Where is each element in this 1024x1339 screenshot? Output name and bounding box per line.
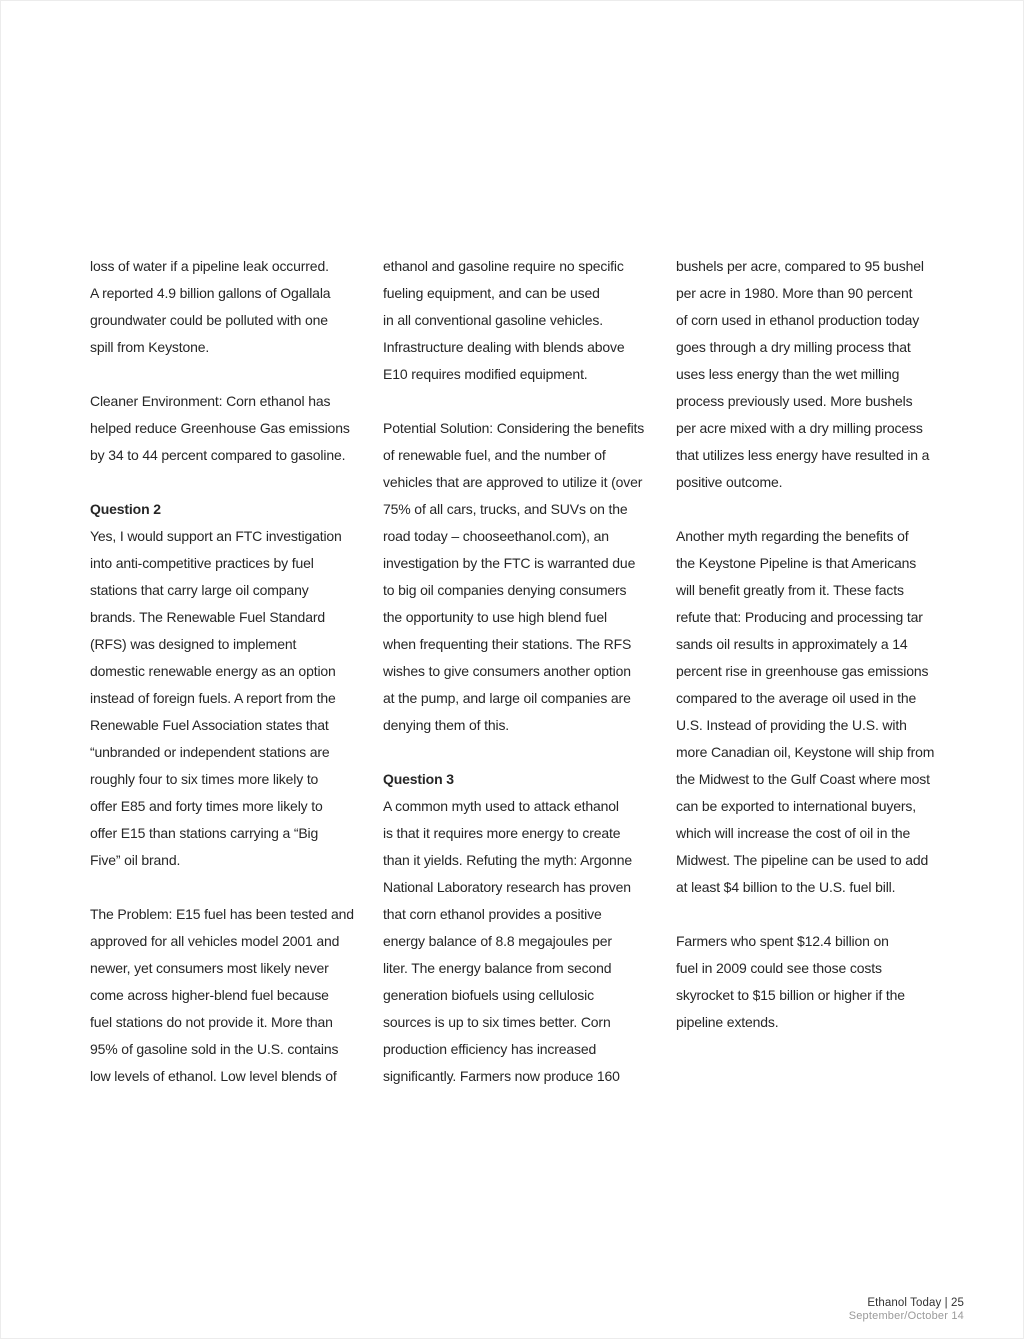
text-line: low levels of ethanol. Low level blends of xyxy=(90,1068,337,1084)
text-line: can be exported to international buyers, xyxy=(676,798,916,814)
text-line: fuel stations do not provide it. More than xyxy=(90,1014,333,1030)
text-line: Farmers who spent $12.4 billion on xyxy=(676,933,889,949)
text-line: than it yields. Refuting the myth: Argonne xyxy=(383,852,632,868)
text-line: Five” oil brand. xyxy=(90,852,181,868)
text-line: wishes to give consumers another option xyxy=(383,663,631,679)
text-line: groundwater could be polluted with one xyxy=(90,312,328,328)
text-line: A reported 4.9 billion gallons of Ogallala xyxy=(90,285,331,301)
text-line: instead of foreign fuels. A report from the xyxy=(90,690,336,706)
text-line: the Keystone Pipeline is that Americans xyxy=(676,555,917,571)
text-line: newer, yet consumers most likely never xyxy=(90,960,329,976)
page-footer xyxy=(849,1297,964,1322)
text-line: fueling equipment, and can be used xyxy=(383,285,600,301)
text-line: more Canadian oil, Keystone will ship from xyxy=(676,744,935,760)
text-line: come across higher-blend fuel because xyxy=(90,987,329,1003)
text-line: the Midwest to the Gulf Coast where most xyxy=(676,771,930,787)
text-line: at the pump, and large oil companies are xyxy=(383,690,631,706)
text-line: production efficiency has increased xyxy=(383,1041,597,1057)
text-line: that corn ethanol provides a positive xyxy=(383,906,602,922)
text-line: in all conventional gasoline vehicles. xyxy=(383,312,603,328)
text-line: refute that: Producing and processing tar xyxy=(676,609,923,625)
text-line: uses less energy than the wet milling xyxy=(676,366,900,382)
paragraph-break xyxy=(90,874,365,901)
text-line: by 34 to 44 percent compared to gasoline. xyxy=(90,447,346,463)
text-line: Midwest. The pipeline can be used to add xyxy=(676,852,929,868)
text-line: denying them of this. xyxy=(383,717,510,733)
text-line: that utilizes less energy have resulted in a xyxy=(676,447,930,463)
issue-date: September/October 14 xyxy=(848,1310,964,1322)
text-line: of corn used in ethanol production today xyxy=(676,312,920,328)
text-line: A common myth used to attack ethanol xyxy=(383,798,619,814)
text-line: vehicles that are approved to utilize it (over xyxy=(383,474,643,490)
text-line: will benefit greatly from it. These facts xyxy=(676,582,904,598)
text-line: Yes, I would support an FTC investigation xyxy=(90,528,342,544)
text-line: approved for all vehicles model 2001 and xyxy=(90,933,340,949)
section-heading: Question 3 xyxy=(383,771,454,787)
text-line: domestic renewable energy as an option xyxy=(90,663,336,679)
publication-name: Ethanol Today xyxy=(867,1297,942,1309)
text-line: liter. The energy balance from second xyxy=(383,960,612,976)
text-line: is that it requires more energy to create xyxy=(383,825,621,841)
text-line: when frequenting their stations. The RFS xyxy=(383,636,632,652)
text-line: “unbranded or independent stations are xyxy=(90,744,330,760)
text-line: The Problem: E15 fuel has been tested and xyxy=(90,906,354,922)
text-column-1 xyxy=(90,253,365,1090)
paragraph-break xyxy=(383,388,658,415)
text-line: (RFS) was designed to implement xyxy=(90,636,297,652)
text-line: helped reduce Greenhouse Gas emissions xyxy=(90,420,350,436)
text-line: percent rise in greenhouse gas emissions xyxy=(676,663,929,679)
text-line: Potential Solution: Considering the benefits xyxy=(383,420,645,436)
text-line: ethanol and gasoline require no specific xyxy=(383,258,624,274)
text-line: E10 requires modified equipment. xyxy=(383,366,588,382)
text-line: U.S. Instead of providing the U.S. with xyxy=(676,717,907,733)
text-line: into anti-competitive practices by fuel xyxy=(90,555,314,571)
text-line: Renewable Fuel Association states that xyxy=(90,717,329,733)
text-line: the opportunity to use high blend fuel xyxy=(383,609,607,625)
text-line: generation biofuels using cellulosic xyxy=(383,987,594,1003)
text-line: process previously used. More bushels xyxy=(676,393,913,409)
text-line: Infrastructure dealing with blends above xyxy=(383,339,625,355)
text-line: compared to the average oil used in the xyxy=(676,690,917,706)
section-heading: Question 2 xyxy=(90,501,161,517)
text-line: 75% of all cars, trucks, and SUVs on the xyxy=(383,501,628,517)
text-line: per acre in 1980. More than 90 percent xyxy=(676,285,913,301)
paragraph-break xyxy=(676,496,951,523)
text-line: loss of water if a pipeline leak occurred. xyxy=(90,258,329,274)
text-line: stations that carry large oil company xyxy=(90,582,309,598)
paragraph-break xyxy=(676,901,951,928)
footer-publication-line xyxy=(849,1297,964,1310)
text-line: spill from Keystone. xyxy=(90,339,210,355)
text-line: per acre mixed with a dry milling process xyxy=(676,420,923,436)
text-line: investigation by the FTC is warranted due xyxy=(383,555,636,571)
paragraph-break xyxy=(90,361,365,388)
text-line: skyrocket to $15 billion or higher if the xyxy=(676,987,905,1003)
text-line: Another myth regarding the benefits of xyxy=(676,528,909,544)
text-line: pipeline extends. xyxy=(676,1014,779,1030)
text-line: Cleaner Environment: Corn ethanol has xyxy=(90,393,331,409)
text-column-3 xyxy=(676,253,951,1036)
text-line: fuel in 2009 could see those costs xyxy=(676,960,882,976)
text-line: sands oil results in approximately a 14 xyxy=(676,636,908,652)
text-line: roughly four to six times more likely to xyxy=(90,771,319,787)
text-line: road today – chooseethanol.com), an xyxy=(383,528,609,544)
text-line: offer E85 and forty times more likely to xyxy=(90,798,323,814)
text-line: offer E15 than stations carrying a “Big xyxy=(90,825,319,841)
text-line: significantly. Farmers now produce 160 xyxy=(383,1068,620,1084)
text-line: to big oil companies denying consumers xyxy=(383,582,627,598)
text-column-2 xyxy=(383,253,658,1090)
text-line: which will increase the cost of oil in the xyxy=(676,825,911,841)
page-number: 25 xyxy=(951,1297,964,1309)
text-line: at least $4 billion to the U.S. fuel bill. xyxy=(676,879,896,895)
paragraph-break xyxy=(383,739,658,766)
text-line: 95% of gasoline sold in the U.S. contains xyxy=(90,1041,339,1057)
text-line: of renewable fuel, and the number of xyxy=(383,447,606,463)
text-line: goes through a dry milling process that xyxy=(676,339,911,355)
text-line: positive outcome. xyxy=(676,474,783,490)
text-line: sources is up to six times better. Corn xyxy=(383,1014,611,1030)
text-line: National Laboratory research has proven xyxy=(383,879,631,895)
text-line: brands. The Renewable Fuel Standard xyxy=(90,609,325,625)
text-line: bushels per acre, compared to 95 bushel xyxy=(676,258,924,274)
paragraph-break xyxy=(90,469,365,496)
footer-separator: | xyxy=(944,1297,948,1309)
text-line: energy balance of 8.8 megajoules per xyxy=(383,933,612,949)
